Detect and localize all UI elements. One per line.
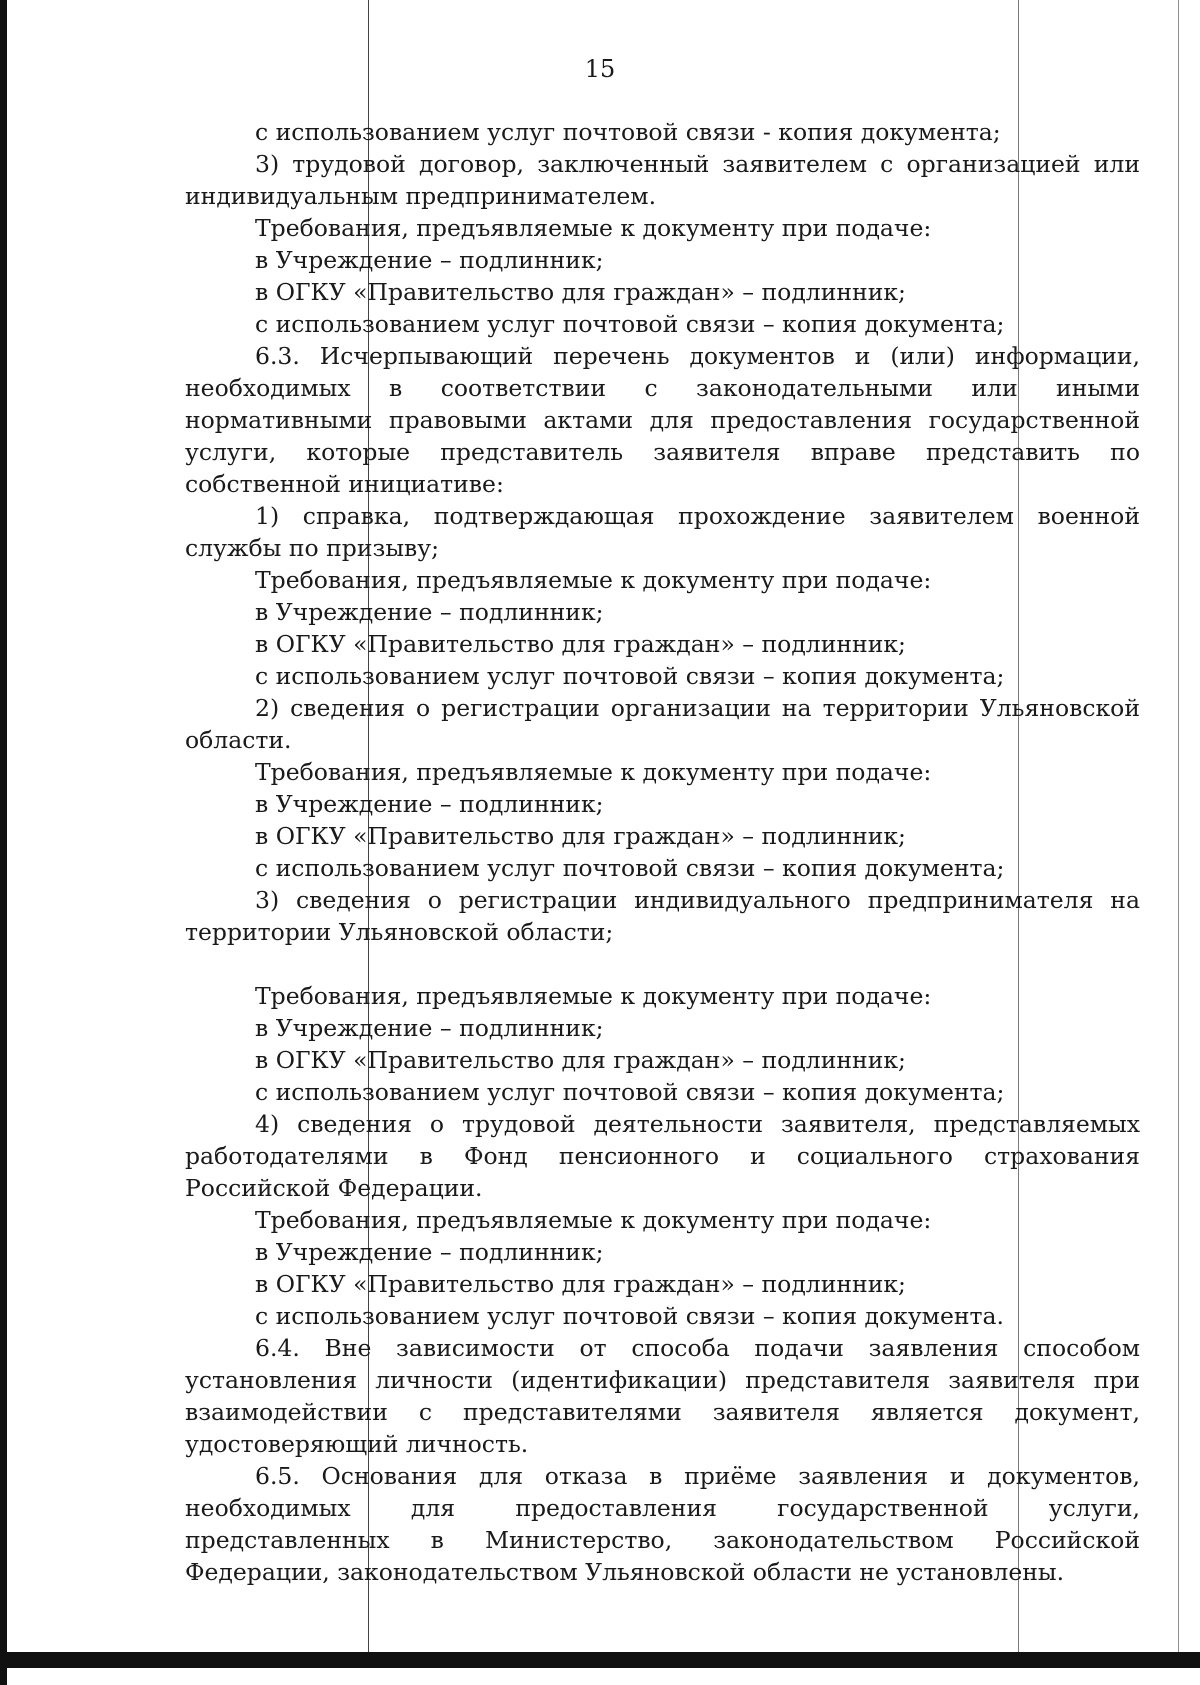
- paragraph: Требования, предъявляемые к документу при подаче:: [255, 982, 932, 1010]
- paragraph: с использованием услуг почтовой связи – копия документа.: [255, 1302, 1005, 1330]
- paragraph: в ОГКУ «Правительство для граждан» – подлинник;: [255, 1270, 906, 1298]
- paragraph: с использованием услуг почтовой связи – копия документа;: [255, 1078, 1005, 1106]
- blank-line: [185, 948, 1140, 980]
- paragraph: 6.4. Вне зависимости от способа подачи заявления способом установления личности (идентификации) представителя заявителя при взаимодействии с представителями заявителя является документ, удостоверяющий личность.: [185, 1334, 1140, 1458]
- paragraph: в Учреждение – подлинник;: [255, 598, 604, 626]
- paragraph: в ОГКУ «Правительство для граждан» – подлинник;: [255, 278, 906, 306]
- scan-border-bottom: [0, 1652, 1200, 1668]
- paragraph: 1) справка, подтверждающая прохождение заявителем военной службы по призыву;: [185, 502, 1140, 562]
- paragraph: Требования, предъявляемые к документу при подаче:: [255, 758, 932, 786]
- paragraph: в Учреждение – подлинник;: [255, 1238, 604, 1266]
- paragraph: в ОГКУ «Правительство для граждан» – подлинник;: [255, 822, 906, 850]
- document-body: [185, 116, 1140, 1588]
- scan-edge-right: [1178, 0, 1179, 1660]
- paragraph: с использованием услуг почтовой связи - копия документа;: [255, 118, 1001, 146]
- paragraph: 6.3. Исчерпывающий перечень документов и (или) информации, необходимых в соответствии с законодательными или иными нормативными правовыми актами для предоставления государственной услуги, которые представитель заявителя вправе представить по собственной инициативе:: [185, 342, 1140, 498]
- paragraph: Требования, предъявляемые к документу при подаче:: [255, 1206, 932, 1234]
- paragraph: в ОГКУ «Правительство для граждан» – подлинник;: [255, 1046, 906, 1074]
- paragraph: с использованием услуг почтовой связи – копия документа;: [255, 854, 1005, 882]
- paragraph: в Учреждение – подлинник;: [255, 790, 604, 818]
- paragraph: в Учреждение – подлинник;: [255, 1014, 604, 1042]
- paragraph: в ОГКУ «Правительство для граждан» – подлинник;: [255, 630, 906, 658]
- page-number: 15: [584, 55, 616, 83]
- paragraph: с использованием услуг почтовой связи – копия документа;: [255, 662, 1005, 690]
- paragraph: в Учреждение – подлинник;: [255, 246, 604, 274]
- paragraph: 2) сведения о регистрации организации на территории Ульяновской области.: [185, 694, 1140, 754]
- paragraph: 6.5. Основания для отказа в приёме заявления и документов, необходимых для предоставления государственной услуги, представленных в Министерство, законодательством Российской Федерации, законодательством Ульяновской области не установлены.: [185, 1462, 1140, 1586]
- scan-border-left: [0, 0, 7, 1685]
- paragraph: Требования, предъявляемые к документу при подаче:: [255, 566, 932, 594]
- paragraph: 4) сведения о трудовой деятельности заявителя, представляемых работодателями в Фонд пенсионного и социального страхования Российской Федерации.: [185, 1110, 1140, 1202]
- paragraph: 3) сведения о регистрации индивидуального предпринимателя на территории Ульяновской области;: [185, 886, 1140, 946]
- paragraph: 3) трудовой договор, заключенный заявителем с организацией или индивидуальным предпринимателем.: [185, 150, 1140, 210]
- paragraph: с использованием услуг почтовой связи – копия документа;: [255, 310, 1005, 338]
- paragraph: Требования, предъявляемые к документу при подаче:: [255, 214, 932, 242]
